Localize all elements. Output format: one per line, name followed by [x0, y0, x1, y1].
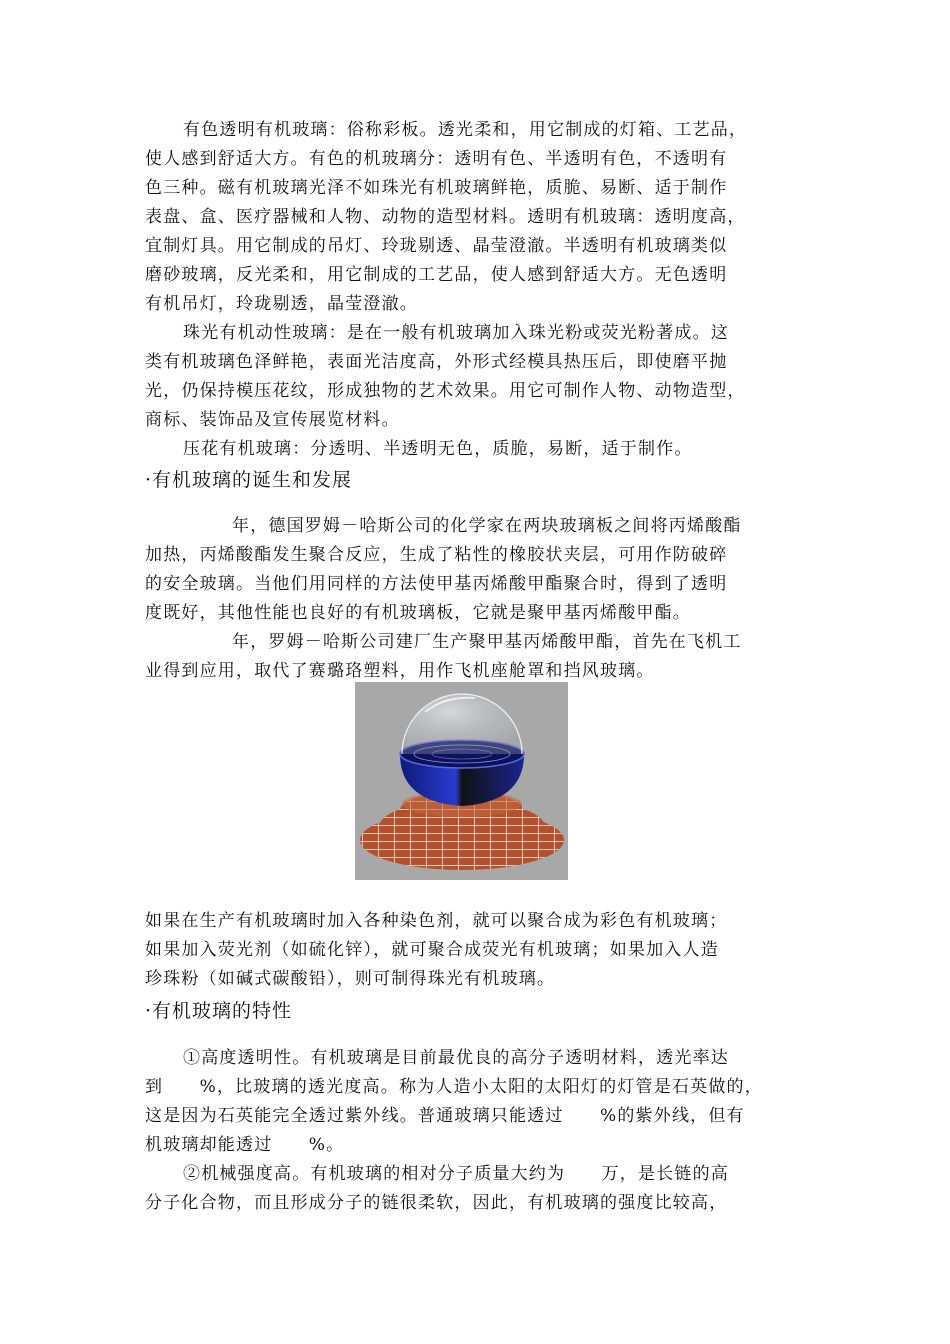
section-heading-history: ·有机玻璃的诞生和发展: [145, 469, 353, 491]
paragraph-line: 加热，丙烯酸酯发生聚合反应，生成了粘性的橡胶状夹层，可用作防破碎: [145, 545, 728, 565]
paragraph-line: 度既好，其他性能也良好的有机玻璃板，它就是聚甲基丙烯酸甲酯。: [145, 603, 691, 623]
paragraph-line: 如果加入荧光剂（如硫化锌），就可聚合成荧光有机玻璃；如果加入人造: [145, 940, 719, 960]
paragraph-line: 的安全玻璃。当他们用同样的方法使甲基丙烯酸甲酯聚合时，得到了透明: [145, 574, 728, 594]
paragraph-line: 分子化合物，而且形成分子的链很柔软，因此，有机玻璃的强度比较高，: [145, 1193, 728, 1213]
paragraph-line: 珍珠粉（如碱式碳酸铅），则可制得珠光有机玻璃。: [145, 969, 556, 989]
paragraph-line: 压花有机玻璃：分透明、半透明无色，质脆，易断，适于制作。: [183, 439, 693, 459]
paragraph-line: 有机吊灯，玲珑剔透，晶莹澄澈。: [145, 294, 418, 314]
paragraph-line: 珠光有机动性玻璃：是在一般有机玻璃加入珠光粉或荧光粉著成。这: [183, 323, 729, 343]
paragraph-line: ②机械强度高。有机玻璃的相对分子质量大约为 万，是长链的高: [183, 1164, 729, 1184]
paragraph-line: 业得到应用，取代了赛璐珞塑料，用作飞机座舱罩和挡风玻璃。: [145, 661, 655, 681]
section-heading-properties: ·有机玻璃的特性: [145, 1000, 293, 1022]
paragraph-line: 有色透明有机玻璃：俗称彩板。透光柔和，用它制成的灯箱、工艺品，: [183, 120, 748, 140]
paragraph-line: 这是因为石英能完全透过紫外线。普通玻璃只能透过 %的紫外线，但有: [145, 1106, 745, 1126]
paragraph-line: 磨砂玻璃，反光柔和，用它制成的工艺品，使人感到舒适大方。无色透明: [145, 265, 728, 285]
paragraph-line: 年，德国罗姆－哈斯公司的化学家在两块玻璃板之间将丙烯酸酯: [232, 516, 742, 536]
paragraph-line: ①高度透明性。有机玻璃是目前最优良的高分子透明材料，透光率达: [183, 1048, 729, 1068]
paragraph-line: 宜制灯具。用它制成的吊灯、玲珑剔透、晶莹澄澈。半透明有机玻璃类似: [145, 236, 728, 256]
paragraph-line: 使人感到舒适大方。有色的机玻璃分：透明有色、半透明有色，不透明有: [145, 149, 728, 169]
paragraph-line: 如果在生产有机玻璃时加入各种染色剂，就可以聚合成为彩色有机玻璃；: [145, 911, 728, 931]
glass-dome: [402, 694, 522, 754]
paragraph-line: 光，仍保持模压花纹，形成独物的艺术效果。用它可制作人物、动物造型，: [145, 381, 746, 401]
glass-dome-illustration: [355, 682, 568, 880]
paragraph-line: 表盘、盒、医疗器械和人物、动物的造型材料。透明有机玻璃：透明度高，: [145, 207, 746, 227]
paragraph-line: 类有机玻璃色泽鲜艳，表面光洁度高，外形式经模具热压后，即使磨平抛: [145, 352, 728, 372]
paragraph-line: 机玻璃却能透过 %。: [145, 1135, 345, 1155]
paragraph-line: 商标、装饰品及宣传展览材料。: [145, 410, 400, 430]
paragraph-line: 年，罗姆－哈斯公司建厂生产聚甲基丙烯酸甲酯，首先在飞机工: [232, 632, 742, 652]
paragraph-line: 到 %，比玻璃的透光度高。称为人造小太阳的太阳灯的灯管是石英做的，: [145, 1077, 763, 1097]
paragraph-line: 色三种。磁有机玻璃光泽不如珠光有机玻璃鲜艳，质脆、易断、适于制作: [145, 178, 728, 198]
glass-dome-image: [355, 682, 568, 880]
